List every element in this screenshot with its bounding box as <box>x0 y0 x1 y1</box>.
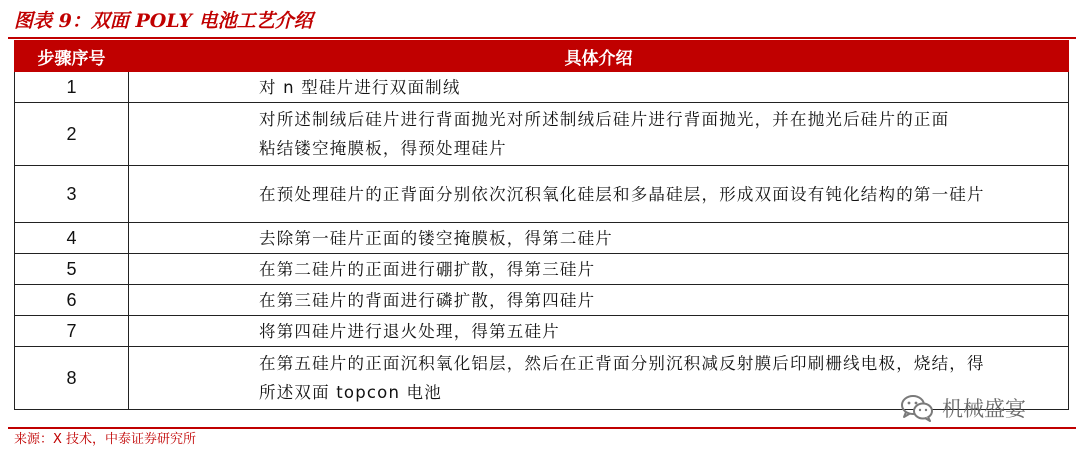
bottom-divider <box>8 427 1076 429</box>
source-note: 来源：X 技术，中泰证券研究所 <box>14 432 197 447</box>
step-number: 1 <box>15 72 129 103</box>
step-description <box>129 254 1069 285</box>
step-description-line: 对所述制绒后硅片进行背面抛光对所述制绒后硅片进行背面抛光，并在抛光后硅片的正面 <box>259 110 950 129</box>
step-description <box>129 166 1069 223</box>
step-description <box>129 103 1069 166</box>
process-steps-table <box>14 40 1069 410</box>
title-divider <box>8 37 1076 39</box>
step-description-line: 在预处理硅片的正背面分别依次沉积氧化硅层和多晶硅层，形成双面设有钝化结构的第一硅片 <box>259 184 985 204</box>
figure-title: 图表 9：双面 POLY 电池工艺介绍 <box>14 10 313 32</box>
watermark <box>900 391 1026 425</box>
wechat-icon <box>900 394 934 422</box>
header-description: 具体介绍 <box>129 41 1069 72</box>
table-row <box>15 285 1069 316</box>
step-description <box>129 223 1069 254</box>
step-description-line: 所述双面 topcon 电池 <box>259 383 442 402</box>
step-description-line: 粘结镂空掩膜板，得预处理硅片 <box>259 139 507 158</box>
table-row <box>15 254 1069 285</box>
header-step-number: 步骤序号 <box>15 41 129 72</box>
step-description-line: 将第四硅片进行退火处理，得第五硅片 <box>259 321 560 341</box>
step-description-line: 在第五硅片的正面沉积氧化铝层，然后在正背面分别沉积减反射膜后印刷栅线电极，烧结，得 <box>259 354 985 373</box>
step-number: 7 <box>15 316 129 347</box>
table-row <box>15 223 1069 254</box>
table-row <box>15 103 1069 166</box>
table-row <box>15 166 1069 223</box>
step-description-line: 去除第一硅片正面的镂空掩膜板，得第二硅片 <box>259 228 613 248</box>
step-description-line: 在第二硅片的正面进行硼扩散，得第三硅片 <box>259 259 596 279</box>
table-row <box>15 316 1069 347</box>
step-description <box>129 316 1069 347</box>
step-description-line: 在第三硅片的背面进行磷扩散，得第四硅片 <box>259 290 596 310</box>
watermark-text: 机械盛宴 <box>942 397 1026 421</box>
table-row <box>15 72 1069 103</box>
table-header-row <box>15 41 1069 72</box>
step-number: 4 <box>15 223 129 254</box>
step-number: 6 <box>15 285 129 316</box>
step-number: 5 <box>15 254 129 285</box>
step-number: 8 <box>15 347 129 410</box>
step-description <box>129 72 1069 103</box>
step-description <box>129 285 1069 316</box>
step-number: 2 <box>15 103 129 166</box>
step-number: 3 <box>15 166 129 223</box>
step-description-line: 对 n 型硅片进行双面制绒 <box>259 77 461 97</box>
